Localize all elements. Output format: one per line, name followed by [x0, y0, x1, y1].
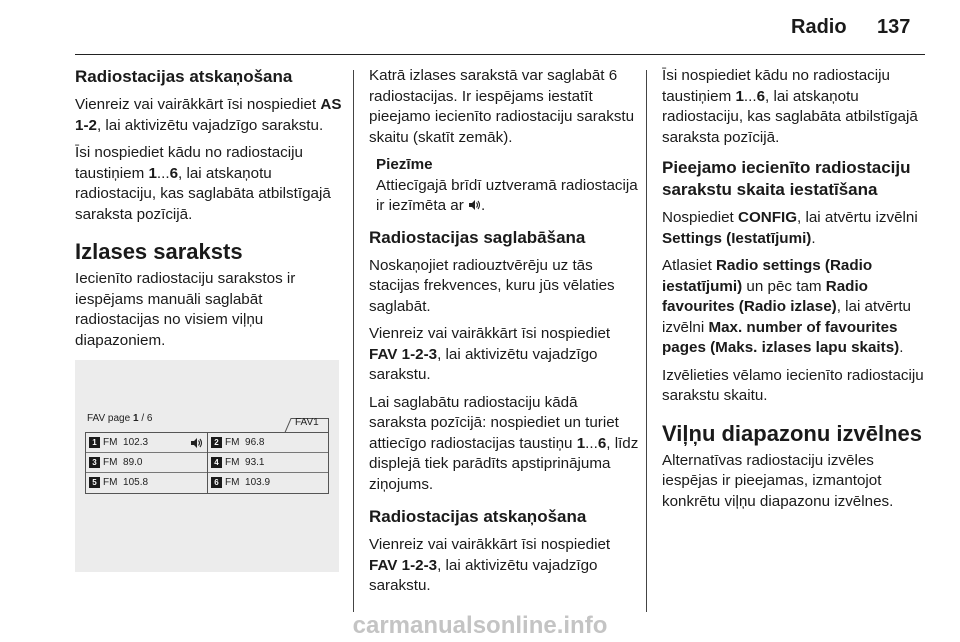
preset-number: 3 [89, 457, 100, 468]
preset-slot[interactable]: 3 FM 89.0 [86, 453, 207, 473]
heading-favourites: Izlases saraksts [75, 239, 243, 264]
preset-number: 2 [211, 437, 222, 448]
preset-slot[interactable]: 4 FM 93.1 [208, 453, 328, 473]
radio-display-figure [75, 360, 339, 572]
watermark: carmanualsonline.info [352, 612, 608, 639]
preset-number: 5 [89, 477, 100, 488]
paragraph: Izvēlieties vēlamo iecienīto radiostaciju sarakstu skaitu. [662, 366, 924, 404]
header-title: Radio [791, 16, 847, 38]
heading-config: Pieejamo iecienīto radiostaciju sarakstu skaita iestatīšana [662, 158, 911, 199]
note-label: Piezīme [376, 156, 433, 173]
column-1 [75, 66, 343, 358]
paragraph: Noskaņojiet radiouztvērēju uz tās stacijas frekvences, kuru jūs vēlaties saglabāt. [369, 256, 615, 315]
preset-slot[interactable]: 1 FM 102.3 [86, 433, 207, 453]
page-number: 137 [877, 16, 911, 38]
paragraph: Vienreiz vai vairākkārt īsi nospiediet FAV 1-2-3, lai aktivizētu vajadzīgo sarakstu. [369, 325, 611, 383]
column-divider-1 [353, 70, 354, 612]
speaker-icon [190, 437, 203, 449]
heading-band-menus: Viļņu diapazonu izvēlnes [662, 420, 922, 446]
column-divider-2 [646, 70, 647, 612]
paragraph: Katrā izlases sarakstā var saglabāt 6 radiostacijas. Ir iespējams iestatīt pieejamo iecienīto radiostaciju sarakstu skaitu (skatīt zemāk). [369, 67, 635, 146]
fav-page-indicator: FAV page 1 / 6 [87, 413, 153, 424]
preset-number: 4 [211, 457, 222, 468]
paragraph: Vienreiz vai vairākkārt īsi nospiediet FAV 1-2-3, lai aktivizētu vajadzīgo sarakstu. [369, 536, 611, 594]
heading-listening: Radiostacijas atskaņošana [75, 67, 293, 86]
paragraph: Atlasiet Radio settings (Radio iestatījumi) un pēc tam Radio favourites (Radio izlase), lai atvērtu izvēlni Max. number of favourites pages (Maks. izlases lapu skaits). [662, 257, 911, 356]
preset-slot[interactable]: 5 FM 105.8 [86, 473, 207, 493]
speaker-icon [468, 199, 481, 211]
paragraph: Nospiediet CONFIG, lai atvērtu izvēlni Settings (Iestatījumi). [662, 209, 918, 247]
paragraph: Vienreiz vai vairākkārt īsi nospiediet AS 1-2, lai aktivizētu vajadzīgo sarakstu. [75, 96, 342, 134]
paragraph: Alternatīvas radiostaciju izvēles iespējas ir pieejamas, izmantojot konkrētu viļņu diapazonu izvēlnes. [662, 451, 894, 510]
heading-saving: Radiostacijas saglabāšana [369, 227, 586, 247]
preset-number: 6 [211, 477, 222, 488]
heading-listening-2: Radiostacijas atskaņošana [369, 507, 587, 526]
column-3 [662, 66, 926, 519]
preset-slot[interactable]: 6 FM 103.9 [208, 473, 328, 493]
preset-grid [85, 432, 329, 494]
paragraph: Īsi nospiediet kādu no radiostaciju taustiņiem 1...6, lai atskaņotu radiostaciju, kas saglabāta atbilstīgajā saraksta pozīcijā. [75, 144, 331, 223]
fav-list-tag: FAV1 [295, 417, 319, 428]
note-box [376, 155, 639, 217]
paragraph: Iecienīto radiostaciju sarakstos ir iespējams manuāli saglabāt radiostacijas no visiem viļņu diapazoniem. [75, 270, 296, 349]
preset-number: 1 [89, 437, 100, 448]
favourites-display [85, 412, 329, 494]
header-rule [75, 54, 925, 55]
column-2 [369, 66, 639, 604]
paragraph: Lai saglabātu radiostaciju kādā saraksta pozīcijā: nospiediet un turiet attiecīgo radiostacijas taustiņu 1...6, līdz displejā tiek parādīts apstiprinājuma ziņojums. [369, 393, 639, 493]
tab-outline [85, 412, 329, 434]
paragraph: Īsi nospiediet kādu no radiostaciju taustiņiem 1...6, lai atskaņotu radiostaciju, kas saglabāta atbilstīgajā saraksta pozīcijā. [662, 67, 918, 146]
preset-slot[interactable]: 2 FM 96.8 [208, 433, 328, 453]
note-text: Attiecīgajā brīdī uztveramā radiostacija ir iezīmēta ar . [376, 176, 638, 214]
